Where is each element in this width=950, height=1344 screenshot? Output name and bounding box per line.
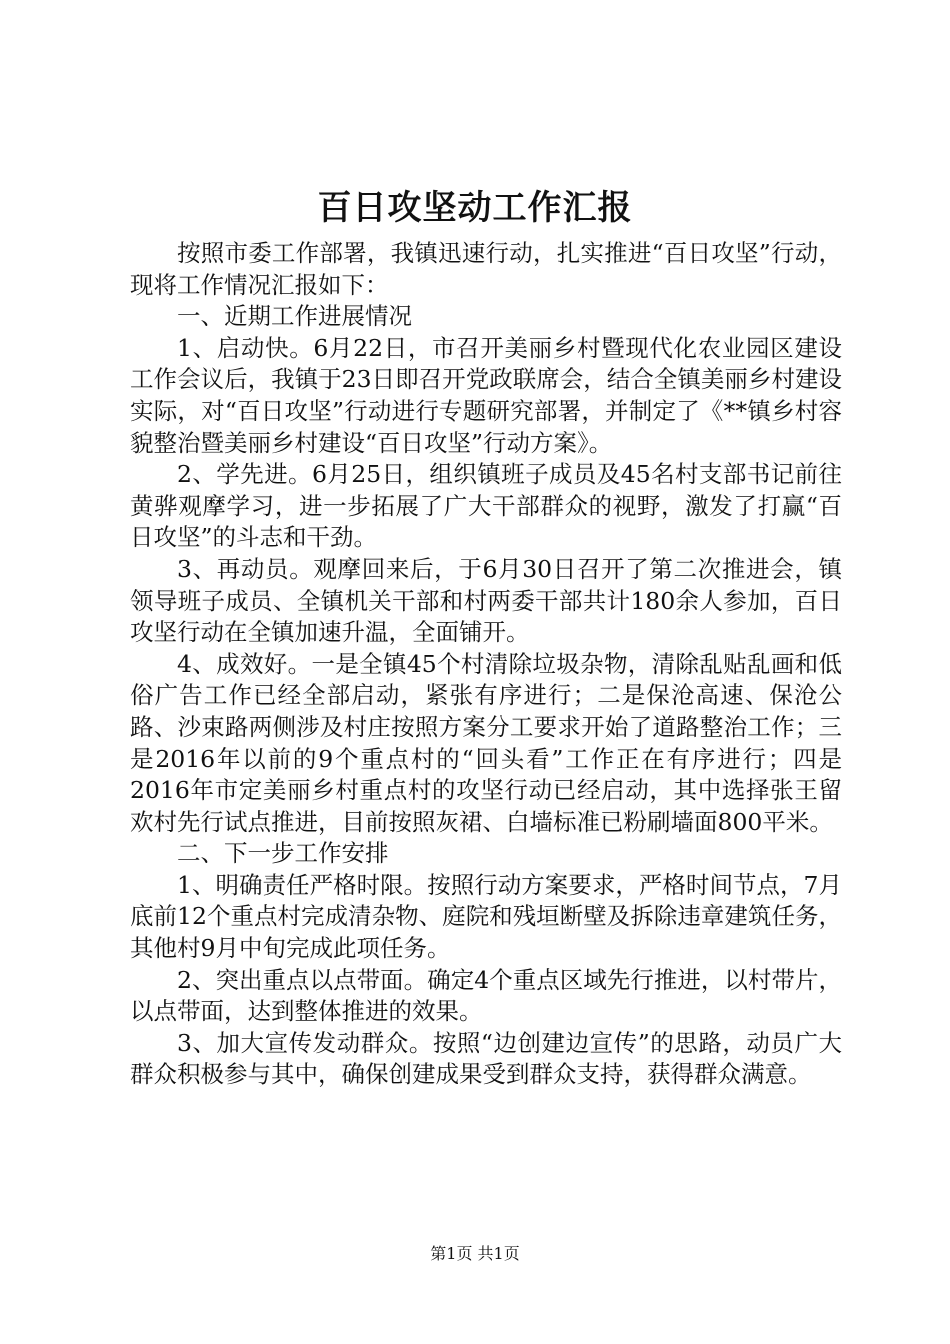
paragraph-progress-2: 2、学先进。6月25日，组织镇班子成员及45名村支部书记前往黄骅观摩学习，进一步拓展了广大干部群众的视野，激发了打赢“百日攻坚”的斗志和干劲。	[130, 460, 842, 552]
heading-recent-progress: 一、近期工作进展情况	[177, 302, 412, 331]
page-footer: 第1页 共1页	[430, 1244, 520, 1263]
paragraph-next-3: 3、加大宣传发动群众。按照“边创建边宣传”的思路，动员广大群众积极参与其中，确保创建成果受到群众支持，获得群众满意。	[130, 1028, 842, 1089]
paragraph-next-2: 2、突出重点以点带面。确定4个重点区域先行推进，以村带片，以点带面，达到整体推进的效果。	[130, 965, 842, 1026]
paragraph-progress-1: 1、启动快。6月22日，市召开美丽乡村暨现代化农业园区建设工作会议后，我镇于23日即召开党政联席会，结合全镇美丽乡村建设实际，对“百日攻坚”行动进行专题研究部署，并制定了《**镇乡村容貌整治暨美丽乡村建设“百日攻坚”行动方案》。	[130, 333, 842, 457]
paragraph-next-1: 1、明确责任严格时限。按照行动方案要求，严格时间节点，7月底前12个重点村完成清杂物、庭院和残垣断壁及拆除违章建筑任务，其他村9月中旬完成此项任务。	[130, 870, 842, 963]
heading-next-steps: 二、下一步工作安排	[177, 839, 389, 868]
document-body	[130, 238, 842, 1091]
paragraph-progress-4: 4、成效好。一是全镇45个村清除垃圾杂物，清除乱贴乱画和低俗广告工作已经全部启动，紧张有序进行；二是保沧高速、保沧公路、沙束路两侧涉及村庄按照方案分工要求开始了道路整治工作；三是2016年以前的9个重点村的“回头看”工作正在有序进行；四是2016年市定美丽乡村重点村的攻坚行动已经启动，其中选择张王留欢村先行试点推进，目前按照灰裙、白墙标准已粉刷墙面800平米。	[130, 649, 842, 836]
document-title: 百日攻坚动工作汇报	[317, 188, 633, 228]
paragraph-progress-3: 3、再动员。观摩回来后，于6月30日召开了第二次推进会，镇领导班子成员、全镇机关干部和村两委干部共计180余人参加，百日攻坚行动在全镇加速升温，全面铺开。	[130, 554, 842, 647]
paragraph-intro: 按照市委工作部署，我镇迅速行动，扎实推进“百日攻坚”行动，现将工作情况汇报如下：	[130, 239, 842, 299]
